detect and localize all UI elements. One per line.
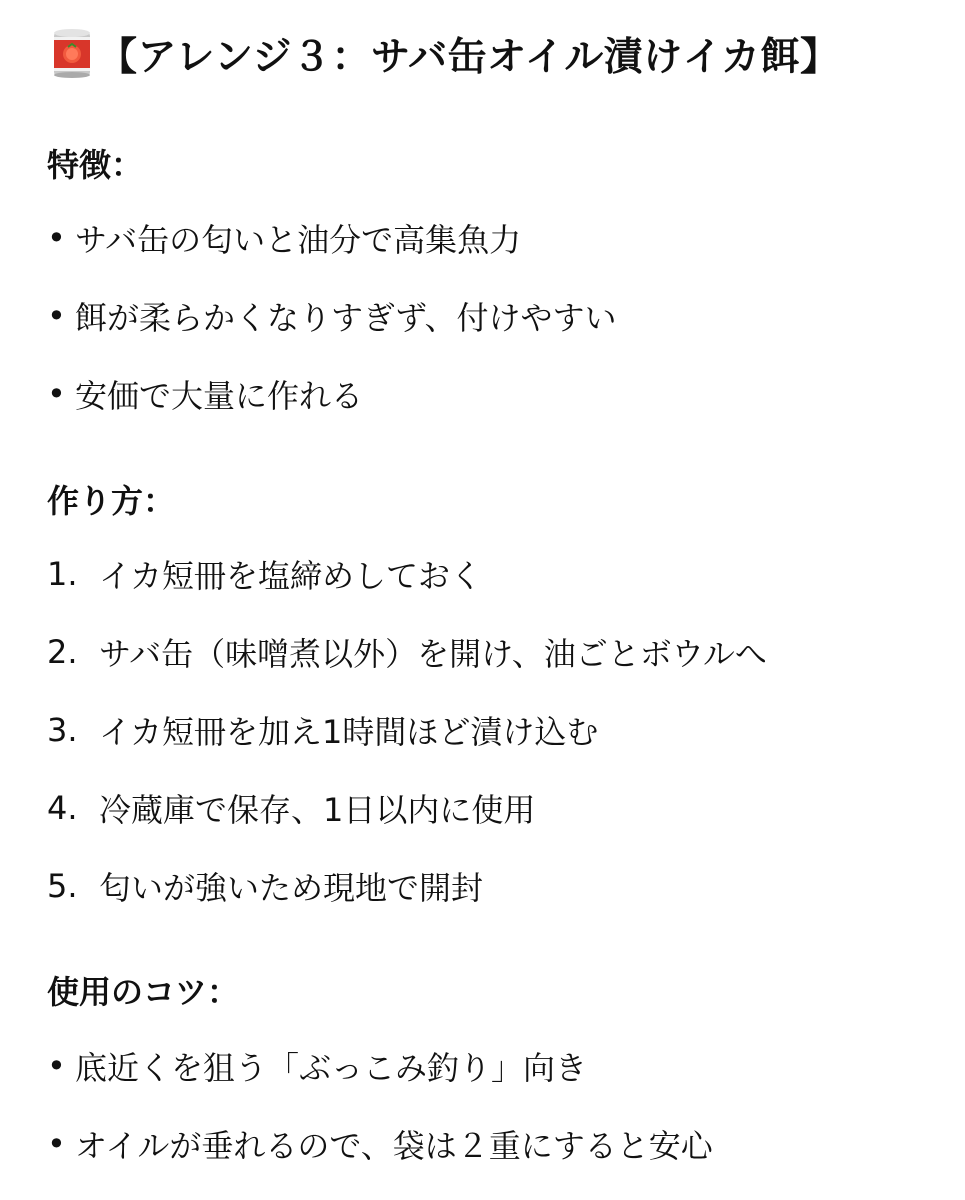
step-number: 4. bbox=[47, 789, 78, 827]
list-item bbox=[47, 293, 616, 339]
bullet: • bbox=[47, 1125, 66, 1163]
page-title bbox=[50, 24, 840, 84]
numbered-item bbox=[47, 707, 598, 753]
list-item-text: 底近くを狙う「ぶっこみ釣り」向き bbox=[75, 1049, 588, 1087]
section-heading-method: 作り方： bbox=[47, 482, 176, 520]
step-text: サバ缶（味噌煮以外）を開け、油ごとボウルへ bbox=[99, 635, 767, 673]
bullet: • bbox=[47, 219, 66, 257]
list-item bbox=[47, 371, 363, 417]
bullet: • bbox=[47, 297, 66, 335]
step-number: 2. bbox=[47, 633, 78, 671]
bullet: • bbox=[47, 375, 66, 413]
list-item bbox=[47, 1043, 587, 1089]
title-text: 【アレンジ３：サバ缶オイル漬けイカ餌】 bbox=[98, 35, 840, 80]
list-item-text: 餌が柔らかくなりすぎず、付けやすい bbox=[75, 299, 617, 337]
numbered-item bbox=[47, 629, 767, 675]
list-item bbox=[47, 215, 521, 261]
section-heading-tips: 使用のコツ： bbox=[47, 973, 240, 1011]
numbered-item bbox=[47, 863, 483, 909]
list-item-text: オイルが垂れるので、袋は２重にすると安心 bbox=[75, 1127, 713, 1165]
step-text: イカ短冊を塩締めしておく bbox=[99, 557, 483, 595]
numbered-item bbox=[47, 785, 535, 831]
tomato-can-icon bbox=[50, 27, 94, 81]
step-text: イカ短冊を加え1時間ほど漬け込む bbox=[99, 713, 599, 751]
list-item-text: サバ缶の匂いと油分で高集魚力 bbox=[75, 221, 522, 259]
step-text: 冷蔵庫で保存、1日以内に使用 bbox=[99, 791, 536, 829]
step-number: 3. bbox=[47, 711, 78, 749]
step-text: 匂いが強いため現地で開封 bbox=[99, 869, 484, 907]
step-number: 1. bbox=[47, 555, 78, 593]
numbered-item bbox=[47, 551, 482, 597]
section-heading-features: 特徴： bbox=[47, 146, 144, 184]
list-item bbox=[47, 1121, 713, 1167]
list-item-text: 安価で大量に作れる bbox=[75, 377, 364, 415]
bullet: • bbox=[47, 1047, 66, 1085]
step-number: 5. bbox=[47, 867, 78, 905]
